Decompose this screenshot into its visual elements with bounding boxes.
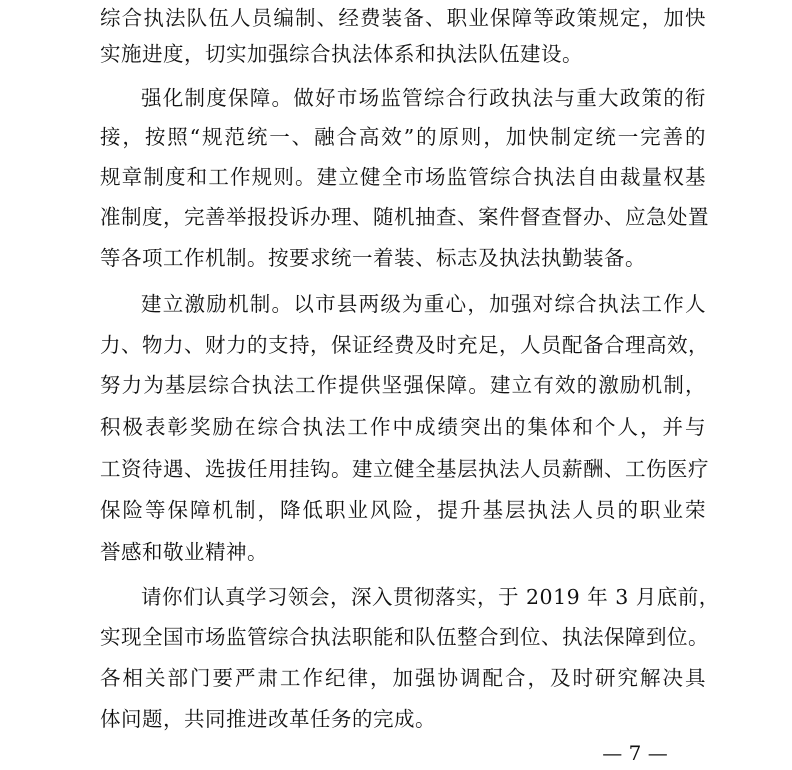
- paragraph-line: 请你们认真学习领会，深入贯彻落实，于 2019 年 3 月底前，: [141, 585, 720, 609]
- paragraph-line: 实施进度，切实加强综合执法体系和执法队伍建设。: [100, 42, 583, 66]
- paragraph-line: 体问题，共同推进改革任务的完成。: [100, 707, 436, 731]
- paragraph-line: 力、物力、财力的支持，保证经费及时充足，人员配备合理高效，: [100, 333, 709, 357]
- paragraph-line: 誉感和敬业精神。: [100, 540, 268, 564]
- paragraph-line: 实现全国市场监管综合执法职能和队伍整合到位、执法保障到位。: [100, 625, 709, 649]
- paragraph-line: 保险等保障机制，降低职业风险，提升基层执法人员的职业荣: [100, 498, 706, 522]
- paragraph-line: 工资待遇、选拔任用挂钩。建立健全基层执法人员薪酬、工伤医疗: [100, 457, 709, 481]
- paragraph-line: 努力为基层综合执法工作提供坚强保障。建立有效的激励机制，: [100, 373, 706, 397]
- paragraph-line: 强化制度保障。做好市场监管综合行政执法与重大政策的衔: [141, 86, 706, 110]
- paragraph-line: 各相关部门要严肃工作纪律，加强协调配合，及时研究解决具: [100, 666, 706, 690]
- page-number: — 7 —: [602, 741, 668, 765]
- paragraph-line: 准制度，完善举报投诉办理、随机抽查、案件督查督办、应急处置: [100, 205, 709, 229]
- paragraph-line: 接，按照“规范统一、融合高效”的原则，加快制定统一完善的: [100, 125, 706, 149]
- paragraph-line: 规章制度和工作规则。建立健全市场监管综合执法自由裁量权基: [100, 165, 706, 189]
- paragraph-line: 等各项工作机制。按要求统一着装、标志及执法执勤装备。: [100, 246, 646, 270]
- paragraph-line: 综合执法队伍人员编制、经费装备、职业保障等政策规定，加快: [100, 6, 706, 30]
- paragraph-line: 建立激励机制。以市县两级为重心，加强对综合执法工作人: [141, 292, 706, 316]
- paragraph-line: 积极表彰奖励在综合执法工作中成绩突出的集体和个人，并与: [100, 415, 706, 439]
